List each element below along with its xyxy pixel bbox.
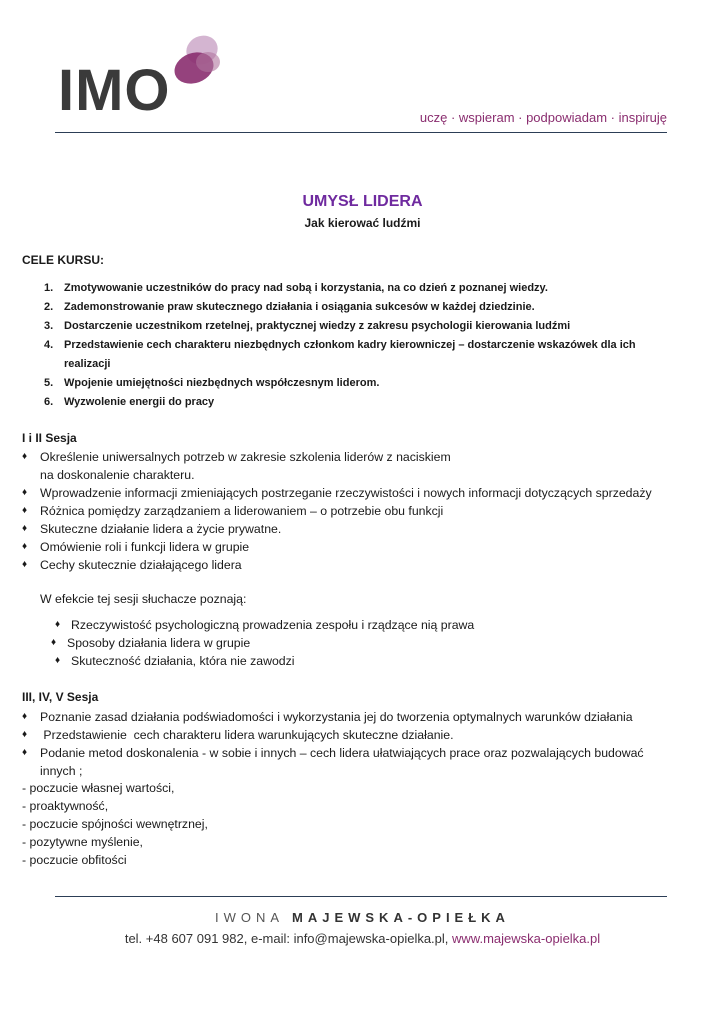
diamond-bullet-icon: ♦ xyxy=(22,541,28,552)
diamond-bullet-icon: ♦ xyxy=(55,619,61,630)
logo-butterfly-icon xyxy=(172,32,224,88)
list-item xyxy=(55,616,555,634)
list-item xyxy=(22,520,712,538)
list-item xyxy=(22,502,712,520)
goal-item xyxy=(44,279,684,298)
goal-text: Dostarczenie uczestnikom rzetelnej, praktycznej wiedzy z zakresu psychologii kierowania ludźmi xyxy=(64,320,571,332)
goal-item xyxy=(44,393,684,412)
list-item-text: Przedstawienie cech charakteru lidera warunkujących skuteczne działanie. xyxy=(40,728,454,742)
list-item xyxy=(22,726,712,744)
diamond-bullet-icon: ♦ xyxy=(51,637,57,648)
list-item: - poczucie własnej wartości, xyxy=(22,781,175,795)
list-item-text: Omówienie roli i funkcji lidera w grupie xyxy=(40,540,250,554)
goal-text: Zmotywowanie uczestników do pracy nad sobą i korzystania, na co dzień z poznanej wiedzy. xyxy=(64,282,548,294)
list-item-text: Wprowadzenie informacji zmieniających postrzeganie rzeczywistości i nowych informacji dotyczących sprzedaży xyxy=(40,486,652,500)
effect-list xyxy=(51,616,555,670)
goal-text: Zademonstrowanie praw skutecznego działania i osiągania sukcesów w każdej dziedzinie. xyxy=(64,301,535,313)
diamond-bullet-icon: ♦ xyxy=(22,523,28,534)
list-item xyxy=(22,762,712,780)
diamond-bullet-icon: ♦ xyxy=(55,655,61,666)
logo: IMO xyxy=(58,58,171,123)
list-item: - poczucie obfitości xyxy=(22,853,127,867)
tagline: uczę · wspieram · podpowiadam · inspiruję xyxy=(419,110,667,125)
session-1-list xyxy=(22,448,712,574)
list-item-text: na doskonalenie charakteru. xyxy=(40,468,195,482)
effect-intro: W efekcie tej sesji słuchacze poznają: xyxy=(40,592,247,606)
header-divider xyxy=(55,132,667,133)
qualities-list xyxy=(22,779,208,869)
diamond-bullet-icon: ♦ xyxy=(22,451,28,462)
list-item xyxy=(22,448,712,466)
list-item-text: Określenie uniwersalnych potrzeb w zakresie szkolenia liderów z naciskiem xyxy=(40,450,451,464)
diamond-bullet-icon: ♦ xyxy=(22,505,28,516)
document-title: UMYSŁ LIDERA xyxy=(302,193,423,210)
list-item: - proaktywność, xyxy=(22,799,109,813)
footer-author-name xyxy=(0,910,725,925)
document-subtitle: Jak kierować ludźmi xyxy=(304,216,421,230)
goal-text: Wyzwolenie energii do pracy xyxy=(64,396,215,408)
author-first-name: IWONA xyxy=(215,910,284,925)
goal-item xyxy=(44,317,684,336)
goal-number: 4. xyxy=(44,339,54,351)
session-3-heading: III, IV, V Sesja xyxy=(22,690,99,704)
list-item-text: Podanie metod doskonalenia - w sobie i innych – cech lidera ułatwiających prace oraz pozwalających budować xyxy=(40,746,644,760)
list-item-text: Różnica pomiędzy zarządzaniem a liderowaniem – o potrzebie obu funkcji xyxy=(40,504,444,518)
list-item xyxy=(22,484,712,502)
diamond-bullet-icon: ♦ xyxy=(22,487,28,498)
list-item-text: Rzeczywistość psychologiczną prowadzenia zespołu i rządzące nią prawa xyxy=(71,618,475,632)
goal-item xyxy=(44,298,684,317)
list-item-text: Sposoby działania lidera w grupie xyxy=(67,636,251,650)
list-item: - poczucie spójności wewnętrznej, xyxy=(22,817,208,831)
footer-contact xyxy=(0,931,725,946)
diamond-bullet-icon: ♦ xyxy=(22,559,28,570)
contact-details: tel. +48 607 091 982, e-mail: info@majewska-opielka.pl, xyxy=(124,931,449,946)
diamond-bullet-icon: ♦ xyxy=(22,711,28,722)
list-item xyxy=(22,556,712,574)
goal-item xyxy=(44,336,684,374)
list-item-text: Poznanie zasad działania podświadomości i wykorzystania jej do tworzenia optymalnych warunków działania xyxy=(40,710,633,724)
footer-divider xyxy=(55,896,667,897)
goal-number: 3. xyxy=(44,320,54,332)
list-item-text: Skuteczność działania, która nie zawodzi xyxy=(71,654,295,668)
list-item xyxy=(51,634,555,652)
list-item-text: Skuteczne działanie lidera a życie prywatne. xyxy=(40,522,282,536)
diamond-bullet-icon: ♦ xyxy=(22,747,28,758)
goal-text: Przedstawienie cech charakteru niezbędnych członkom kadry kierowniczej – dostarczenie wskazówek dla ich realizacji xyxy=(64,339,636,370)
goal-number: 2. xyxy=(44,301,54,313)
goals-heading: CELE KURSU: xyxy=(22,253,105,267)
website-link[interactable]: www.majewska-opielka.pl xyxy=(452,931,601,946)
session-1-heading: I i II Sesja xyxy=(22,431,77,445)
list-item: - pozytywne myślenie, xyxy=(22,835,143,849)
list-item xyxy=(55,652,555,670)
session-3-list xyxy=(22,708,712,780)
list-item xyxy=(22,538,712,556)
list-item xyxy=(22,708,712,726)
diamond-bullet-icon: ♦ xyxy=(22,729,28,740)
goal-number: 6. xyxy=(44,396,54,408)
goal-text: Wpojenie umiejętności niezbędnych współczesnym liderom. xyxy=(64,377,380,389)
goal-number: 1. xyxy=(44,282,54,294)
list-item-text: innych ; xyxy=(40,764,83,778)
author-last-name: MAJEWSKA-OPIEŁKA xyxy=(292,910,510,925)
goal-item xyxy=(44,374,684,393)
goals-list xyxy=(44,279,684,412)
list-item-text: Cechy skutecznie działającego lidera xyxy=(40,558,242,572)
list-item xyxy=(22,744,712,762)
goal-number: 5. xyxy=(44,377,54,389)
list-item xyxy=(22,466,712,484)
